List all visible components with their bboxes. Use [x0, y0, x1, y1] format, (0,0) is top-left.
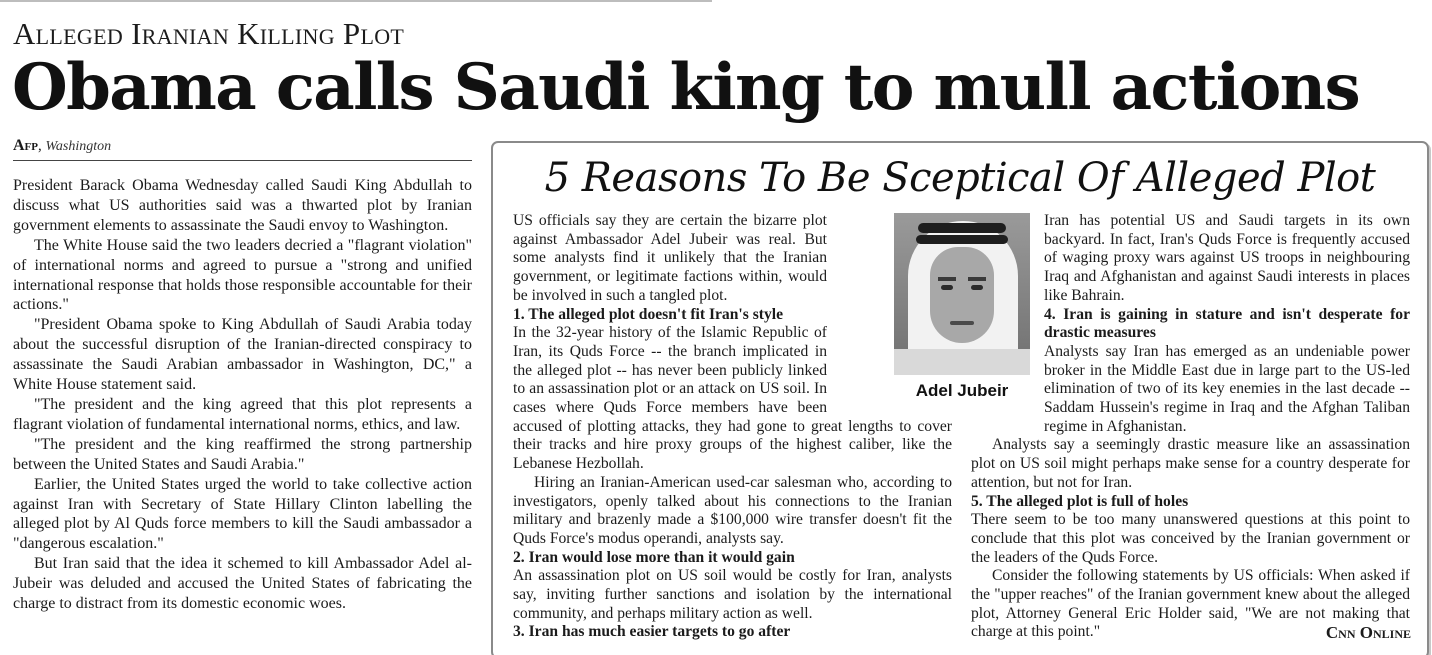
reason-paragraph: In the 32-year history of the Islamic Republic of Iran, its Quds Force -- the branch implicated in the alleged plot -- has never been publicly linked to an assassination plot or an attack on US soil. In cases where Quds Force members have been accused of plotting attacks, they had gone to great lengths to cover their tracks and hire proxy groups of the highest caliber, like the Lebanese Hezbollah.	[513, 324, 952, 473]
reason-paragraph: Hiring an Iranian-American used-car salesman who, according to investigators, openly talked about his connections to the Iranian military and brazenly made a $100,000 wire transfer doesn't fit the Quds Force's modus operandi, analysts say.	[513, 473, 952, 547]
reason-heading: 1. The alleged plot doesn't fit Iran's style	[513, 305, 784, 323]
reason-heading: 2. Iran would lose more than it would gain	[513, 548, 795, 566]
sidebar-left-column	[513, 212, 952, 652]
sidebar-title: 5 Reasons To Be Sceptical Of Alleged Plot	[544, 155, 1376, 201]
sidebar-right-column	[971, 212, 1410, 652]
sidebar-intro: US officials say they are certain the bizarre plot against Ambassador Adel Jubeir was real. But some analysts find it unlikely that the Iranian government, or legitimate factions within, would be involved in such a tangled plot.	[513, 212, 827, 304]
article-paragraph: The White House said the two leaders decried a "flagrant violation" of international norms and agreed to pursue a "strong and unified international response that holds those responsible accountable for their actions."	[13, 236, 472, 314]
reason-paragraph: Iran has potential US and Saudi targets in its own backyard. In fact, Iran's Quds Force is frequently accused of waging proxy wars against US troops in neighbouring Iraq and Afghanistan and against Saudi interests in places like Bahrain.	[1044, 212, 1410, 304]
top-rule	[0, 0, 712, 2]
article-paragraph: "President Obama spoke to King Abdullah of Saudi Arabia today about the successful disruption of the Iranian-directed conspiracy to assassinate the Saudi Arabian ambassador in Washington, DC," a White House statement said.	[13, 316, 472, 394]
article-paragraph: "The president and the king reaffirmed the strong partnership between the United States and Saudi Arabia."	[13, 435, 472, 473]
sidebar-box	[491, 141, 1429, 655]
article-paragraph: "The president and the king agreed that this plot represents a flagrant violation of fundamental international norms, ethics, and law.	[13, 395, 472, 433]
article-body	[13, 176, 472, 655]
headline: Obama calls Saudi king to mull actions	[12, 50, 1360, 125]
reason-paragraph: Consider the following statements by US officials: When asked if the "upper reaches" of the Iranian government knew about the alleged plot, Attorney General Eric Holder said, "We are not making that charge at this point."	[971, 567, 1410, 641]
portrait-photo	[894, 213, 1030, 375]
article-paragraph: President Barack Obama Wednesday called Saudi King Abdullah to discuss what US authorities said was a thwarted plot by Iranian government elements to assassinate the Saudi envoy to Washington.	[13, 177, 472, 234]
reason-heading: 4. Iran is gaining in stature and isn't desperate for drastic measures	[1044, 305, 1410, 342]
reason-paragraph: Analysts say Iran has emerged as an undeniable power broker in the Middle East due in large part to the US-led elimination of two of its key enemies in the last decade -- Saddam Hussein's regime in Iraq and the Afghan Taliban regime in Afghanistan.	[1044, 342, 1410, 435]
reason-heading: 5. The alleged plot is full of holes	[971, 492, 1189, 510]
photo-caption: Adel Jubeir	[915, 381, 1009, 400]
reason-paragraph: Analysts say a seemingly drastic measure like an assassination plot on US soil might perhaps make sense for a country desperate for attention, but not for Iran.	[971, 436, 1410, 491]
source-credit: Cnn Online	[1325, 623, 1411, 642]
reason-paragraph: There seem to be too many unanswered questions at this point to conclude that this plot was conceived by the Iranian government or the leaders of the Quds Force.	[971, 511, 1410, 566]
byline-agency: Afp	[13, 137, 38, 154]
byline: Afp, Washington	[13, 137, 472, 161]
reason-heading: 3. Iran has much easier targets to go after	[513, 623, 791, 641]
reason-paragraph: An assassination plot on US soil would be costly for Iran, analysts say, inviting further sanctions and isolation by the international community, and perhaps military action as well.	[513, 567, 952, 622]
byline-place: Washington	[45, 139, 112, 154]
kicker: Alleged Iranian Killing Plot	[13, 16, 405, 51]
article-paragraph: But Iran said that the idea it schemed to kill Ambassador Adel al-Jubeir was deluded and accused the United States of fabricating the charge to distract from its domestic economic woes.	[13, 555, 472, 613]
article-paragraph: Earlier, the United States urged the world to take collective action against Iran with Secretary of State Hillary Clinton labelling the alleged plot by Al Quds force members to kill the Saudi ambassador a "dangerous escalation."	[13, 475, 472, 553]
